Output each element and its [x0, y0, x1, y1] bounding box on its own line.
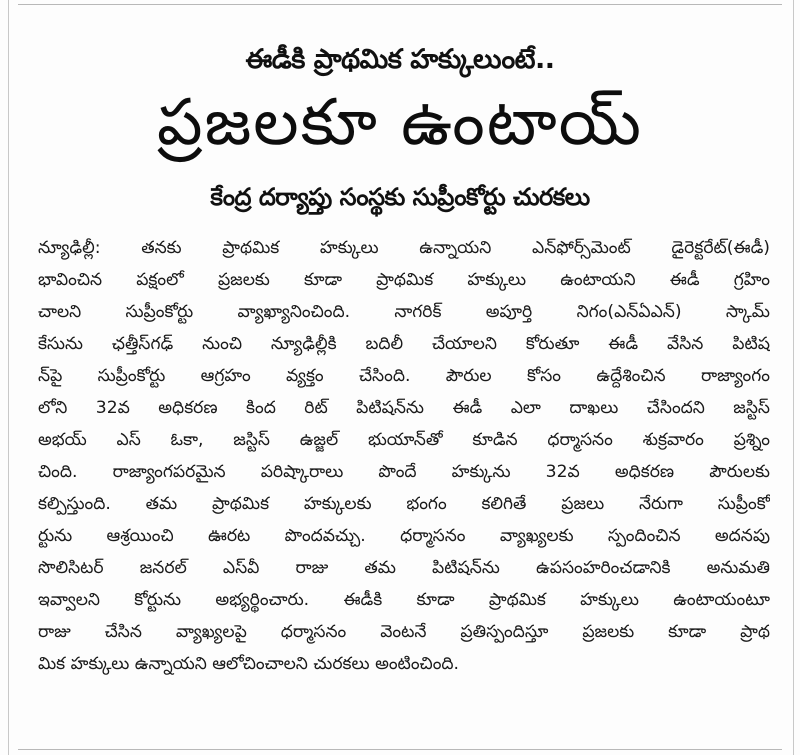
body-line: రాజు చేసిన వ్యాఖ్యలపై ధర్మాసనం వెంటనే ప్రతిస్పందిస్తూ ప్రజలకు కూడా ప్రాథ: [38, 622, 770, 642]
sub-headline: కేంద్ర దర్యాప్తు సంస్థకు సుప్రీంకోర్టు చురకలు: [210, 183, 590, 211]
article-body: [38, 232, 770, 680]
kicker-headline: ఈడీకి ప్రాథమిక హక్కులుంటే..: [245, 44, 555, 75]
body-line: న్యూఢిల్లీ: తనకు ప్రాథమిక హక్కులు ఉన్నాయని ఎన్‌ఫోర్స్‌మెంట్‌ డైరెక్టరేట్‌(ఈడీ): [38, 238, 770, 258]
body-line: చింది. రాజ్యాంగపరమైన పరిష్కారాలు పొందే హక్కును 32వ అధికరణ పౌరులకు: [38, 462, 770, 482]
body-line: ఇవ్వాలని కోర్టును అభ్యర్థించారు. ఈడీకి కూడా ప్రాథమిక హక్కులు ఉంటాయంటూ: [38, 590, 770, 610]
body-line: అభయ్‌ ఎస్‌ ఓకా, జస్టిస్‌ ఉజ్జల్‌ భుయాన్‌తో కూడిన ధర్మాసనం శుక్రవారం ప్రశ్నిం: [38, 430, 770, 450]
body-line: ర్టును ఆశ్రయించి ఊరట పొందవచ్చు. ధర్మాసనం వ్యాఖ్యలకు స్పందించిన అదనపు: [38, 526, 770, 546]
bottom-rule: [18, 749, 782, 750]
body-line: న్‌పై సుప్రీంకోర్టు ఆగ్రహం వ్యక్తం చేసింది. పౌరుల కోసం ఉద్దేశించిన రాజ్యాంగం: [38, 366, 770, 386]
body-line: సొలిసిటర్‌ జనరల్‌ ఎస్‌వీ రాజు తమ పిటిషన్‌ను ఉపసంహరించడానికి అనుమతి: [38, 558, 770, 578]
body-line: భావించిన పక్షంలో ప్రజలకు కూడా ప్రాథమిక హక్కులు ఉంటాయని ఈడీ గ్రహిం: [38, 270, 770, 290]
top-rule: [18, 4, 782, 5]
main-headline: ప్రజలకూ ఉంటాయ్‌: [157, 86, 643, 160]
body-line: చాలని సుప్రీంకోర్టు వ్యాఖ్యానించింది. నాగరిక్‌ అపూర్తి నిగం(ఎన్‌ఏఎన్‌) స్కామ్‌: [38, 302, 770, 322]
body-line: మిక హక్కులు ఉన్నాయని ఆలోచించాలని చురకలు అంటించింది.: [38, 654, 460, 674]
body-line: లోని 32వ అధికరణ కింద రిట్‌ పిటిషన్‌ను ఈడీ ఎలా దాఖలు చేసిందని జస్టిస్‌: [38, 398, 770, 418]
body-line: కేసును ఛత్తీస్‌గఢ్‌ నుంచి న్యూఢిల్లీకి బదిలీ చేయాలని కోరుతూ ఈడీ వేసిన పిటిష: [38, 334, 770, 354]
body-line: కల్పిస్తుంది. తమ ప్రాథమిక హక్కులకు భంగం కలిగితే ప్రజలు నేరుగా సుప్రీంకో: [38, 494, 770, 514]
